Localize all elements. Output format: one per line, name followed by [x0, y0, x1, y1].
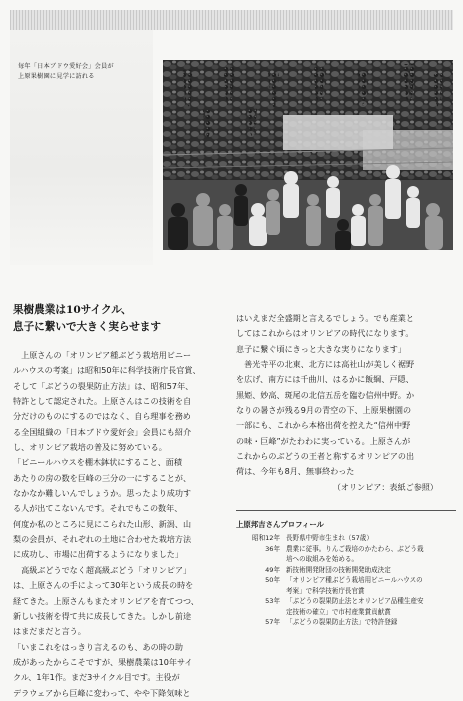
- body-line: 経てきた。上原さんもまたオリンピアを育てつつ、: [13, 595, 199, 606]
- profile-year: 57年: [265, 618, 280, 626]
- body-line: 成があったからこそですが、果樹農業は10年サイ: [13, 656, 193, 667]
- body-line: る人が出てこないんです。それでもこの数年、: [13, 503, 183, 514]
- body-line: これからのぶどうの王者と称するオリンピアの出: [236, 451, 415, 462]
- body-line: る全国組織の「日本ブドウ愛好会」会員にも紹介: [13, 426, 192, 437]
- body-line: に成功し、市場に出荷するようになりました」: [13, 549, 183, 560]
- photo-caption: [18, 62, 160, 82]
- profile-text: 新技術開発財団の技術開発助成決定: [286, 565, 391, 574]
- profile-year: 53年: [265, 597, 280, 605]
- profile-year: 昭和12年: [252, 534, 280, 542]
- profile-box: [236, 510, 456, 628]
- body-line: 荷は、今年も8月、無事終わった: [236, 466, 355, 477]
- profile-year: 36年: [265, 544, 280, 553]
- profile-entry: [236, 596, 456, 617]
- headline-line: 果樹農業は10サイクル、: [13, 304, 132, 316]
- headline-line: 息子に繋いで大きく実らせます: [13, 321, 161, 333]
- vineyard-photo-illustration: [163, 60, 453, 250]
- body-line: 上原さんの「オリンピア種ぶどう栽培用ビニー: [13, 350, 192, 360]
- body-line: 梨の会員が、それぞれの土地に合わせた栽培方法: [13, 534, 192, 545]
- body-line: 「いまこれをはっきり言えるのも、あの時の助: [13, 641, 183, 652]
- article-headline: [13, 302, 228, 336]
- vineyard-photo: [163, 60, 453, 250]
- body-line: はまだまだと言う。: [13, 626, 86, 637]
- body-line: あたりの房の数を巨峰の三分の一にすることが、: [13, 472, 192, 483]
- body-line: なかなか難しいんでしょうか。思ったより成功す: [13, 488, 192, 499]
- profile-text: 農業に従事。りんご栽培のかたわら、ぶどう栽: [286, 544, 424, 553]
- profile-entry: [236, 544, 456, 565]
- profile-text: 定技術の確立」で市村産業賞貢献賞: [286, 607, 391, 616]
- body-line: ルハウスの考案」は昭和50年に科学技術庁長官賞、: [13, 365, 201, 376]
- body-line: 一部にも、これから本格出荷を控えた“信州中野: [236, 420, 411, 431]
- body-line: なりの暑さが残る9月の青空の下、上原果樹園の: [236, 405, 412, 416]
- profile-text: 考案」で科学技術庁長官賞: [286, 586, 365, 595]
- body-line: 高級ぶどうでなく超高級ぶどう「オリンピア」: [13, 564, 192, 575]
- body-line: は、上原さんの手によって30年という成長の時を: [13, 580, 194, 591]
- profile-year: 49年: [265, 565, 280, 574]
- profile-text: 培への取組みを始める。: [286, 555, 359, 563]
- body-line: 善光寺平の北東、北方には高社山が美しく裾野: [236, 359, 415, 370]
- caption-line: 上原果樹園に見学に訪れる: [18, 73, 95, 80]
- body-line: 黒姫、妙高、斑尾の北信五岳を臨む信州中野。か: [236, 389, 415, 400]
- profile-text: 「ぶどうの裂果防止方法」で特許登録: [286, 618, 398, 626]
- body-line: はいえまだ全盛期と言えるでしょう。でも産業と: [236, 313, 414, 323]
- header-band: [10, 10, 453, 30]
- body-line: そして「ぶどうの裂果防止方法」は、昭和57年、: [13, 380, 194, 391]
- body-line: クル、1年1作。まだ3サイクル目です。主役が: [13, 672, 180, 683]
- profile-text: 「ぶどうの裂果防止法とオリンピア品種生産安: [286, 597, 424, 605]
- body-line: 何度か私のところに見にこられた山形、新潟、山: [13, 518, 192, 529]
- caption-line: 毎年「日本ブドウ愛好会」会員が: [18, 63, 114, 70]
- profile-entry: [236, 533, 456, 544]
- profile-entry: [236, 565, 456, 576]
- body-line: の味・巨峰”がたわわに実っている。上原さんが: [236, 435, 411, 446]
- profile-text: 「オリンピア種ぶどう栽培用ビニールハウスの: [286, 576, 423, 584]
- profile-title: 上原邦吉さんプロフィール: [236, 520, 324, 529]
- article-body-left-column: [13, 348, 225, 701]
- profile-entry: [236, 575, 456, 596]
- body-line: 「ビニールハウスを棚木鉢状にすること、面積: [13, 457, 182, 468]
- body-line: 特許として認定された。上原さんはこの技術を自: [13, 396, 192, 407]
- body-line: 分だけのものにするのではなく、自ら理事を務め: [13, 411, 191, 422]
- body-line: デラウェアから巨峰に変わって、やや下降気味と: [13, 687, 191, 698]
- profile-entry: [236, 617, 456, 628]
- profile-text: 長野県中野市生まれ（57歳）: [286, 534, 373, 542]
- body-line: してはこれからはオリンピアの時代になります。: [236, 328, 414, 339]
- body-line: し、オリンピア栽培の普及に努めている。: [13, 442, 167, 453]
- body-line: 息子に繋ぐ頃にきっと大きな実りになります」: [236, 343, 406, 354]
- profile-year: 50年: [265, 576, 280, 584]
- body-line: 新しい技術を得て共に成長してきた。しかし前途: [13, 610, 192, 621]
- article-body-right-column: [236, 311, 456, 495]
- article-signature: （オリンピア：表紙ご参照）: [332, 481, 438, 492]
- body-line: を広げ、南方には千曲川、はるかに飯綱、戸隠、: [236, 374, 414, 385]
